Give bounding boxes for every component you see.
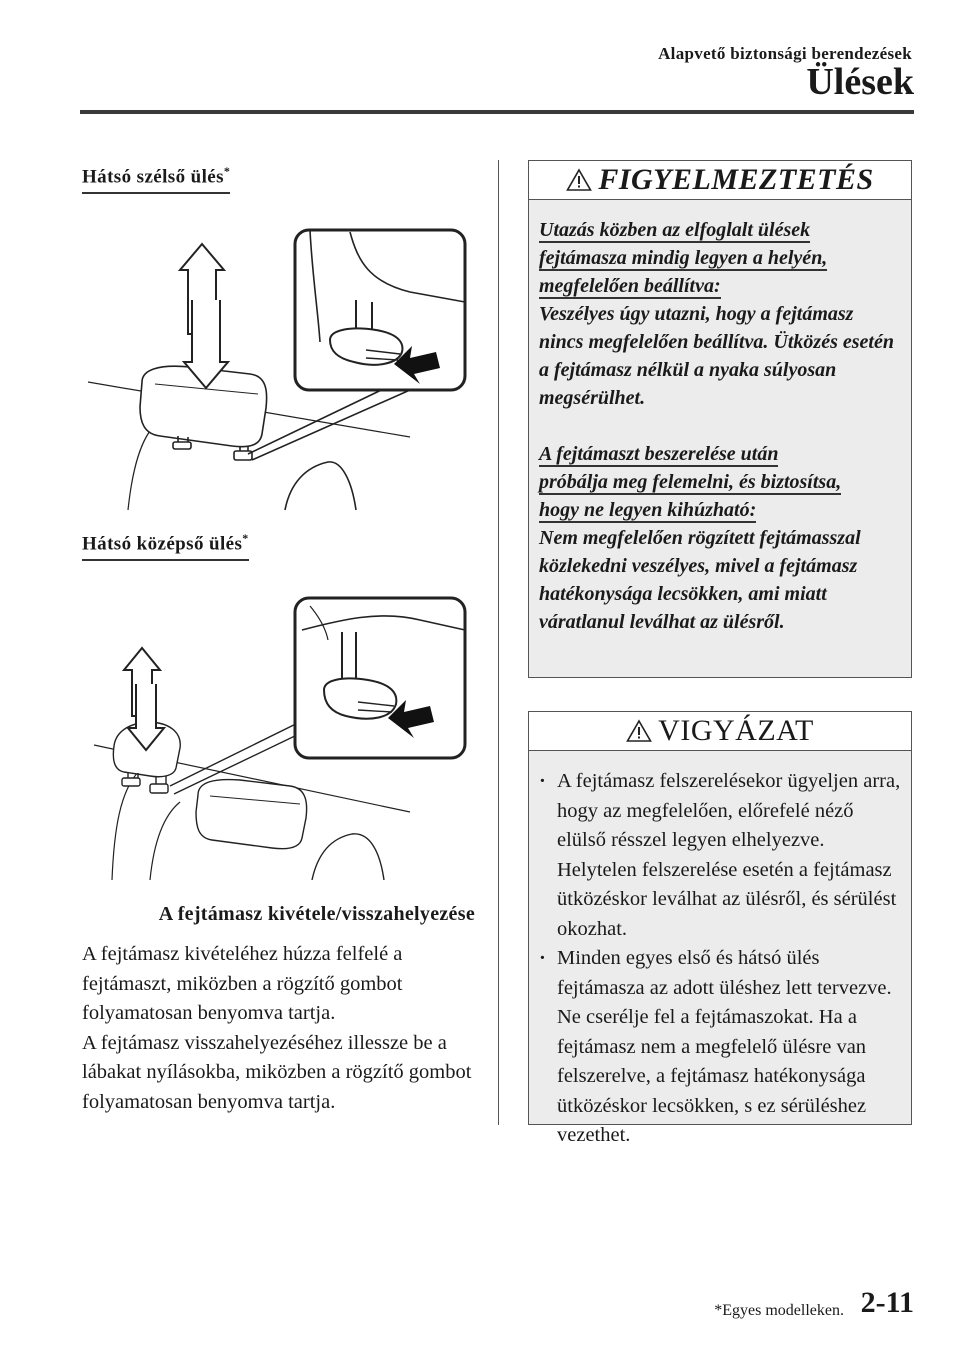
caution-title: VIGYÁZAT (658, 714, 814, 747)
warning-heading-line: próbálja meg felemelni, és biztosítsa, (539, 471, 842, 493)
warning-heading-line: megfelelően beállítva: (539, 275, 721, 297)
model-asterisk: * (242, 531, 249, 545)
caution-item: · Minden egyes első és hátsó ülés fejtámasza az adott üléshez lett tervezve. Ne cserélje fel a fejtámaszokat. Ha a fejtámasz nem a megfelelő ülésre van felszerelve, a fejtámasz hatékonysága ütközéskor lecsökken, s ez sérüléshez vezethet. (557, 944, 907, 1151)
warning-header (529, 161, 911, 200)
warning-triangle-icon (566, 168, 592, 192)
warning-text: Nem megfelelően rögzített fejtámasszal közlekedni veszélyes, mivel a fejtámasz hatékonysága lecsökken, ami miatt váratlanul leválhat az ülésről. (539, 527, 861, 633)
warning-title: FIGYELMEZTETÉS (598, 163, 874, 196)
caution-header (529, 712, 911, 751)
section-title: Alapvető biztonsági berendezések (658, 44, 912, 63)
warning-heading-line: fejtámasza mindig legyen a helyén, (539, 247, 828, 269)
column-divider (498, 160, 499, 1125)
heading-text: Hátsó szélső ülés (82, 166, 224, 188)
caution-box (528, 711, 912, 1146)
paragraph-install: A fejtámasz visszahelyezéséhez illessze be a lábakat nyílásokba, miközben a rögzítő gombot folyamatosan benyomva tartja. (82, 1031, 472, 1113)
header-rule (80, 110, 914, 114)
caution-list (529, 767, 907, 1151)
warning-heading-line: hogy ne legyen kihúzható: (539, 499, 757, 521)
heading-rear-outer-seat (82, 164, 230, 194)
paragraph-remove: A fejtámasz kivételéhez húzza felfelé a fejtámaszt, miközben a rögzítő gombot folyamatosan benyomva tartja. (82, 943, 403, 1024)
caution-item: · A fejtámasz felszerelésekor ügyeljen arra, hogy az megfelelően, előrefelé néző elülső résszel legyen elhelyezve. Helytelen felszerelése esetén a fejtámasz ütközéskor leválhat az ülésről, és sérülést okozhat. (557, 767, 907, 944)
figure-caption: A fejtámasz kivétele/visszahelyezése (158, 903, 475, 925)
heading-rear-middle-seat (82, 531, 249, 561)
illustration-middle-headrest (80, 590, 480, 880)
warning-block-1 (539, 216, 899, 412)
heading-text: Hátsó középső ülés (82, 533, 243, 555)
warning-text: Veszélyes úgy utazni, hogy a fejtámasz nincs megfelelően beállítva. Ütközés esetén a fejtámasz nélkül a nyaka súlyosan megsérülhet. (539, 303, 894, 409)
chapter-title: Ülések (806, 61, 914, 103)
model-asterisk: * (223, 164, 231, 178)
warning-box (528, 160, 912, 678)
footnote: *Egyes modelleken. (714, 1302, 844, 1319)
warning-heading-line: A fejtámaszt beszerelése után (539, 443, 779, 465)
warning-triangle-icon (626, 719, 652, 743)
warning-block-2 (539, 440, 899, 636)
page-number: 2-11 (860, 1286, 914, 1319)
warning-heading-line: Utazás közben az elfoglalt ülések (539, 219, 811, 241)
instructions-body (82, 940, 482, 1117)
illustration-outer-headrest (80, 222, 480, 514)
